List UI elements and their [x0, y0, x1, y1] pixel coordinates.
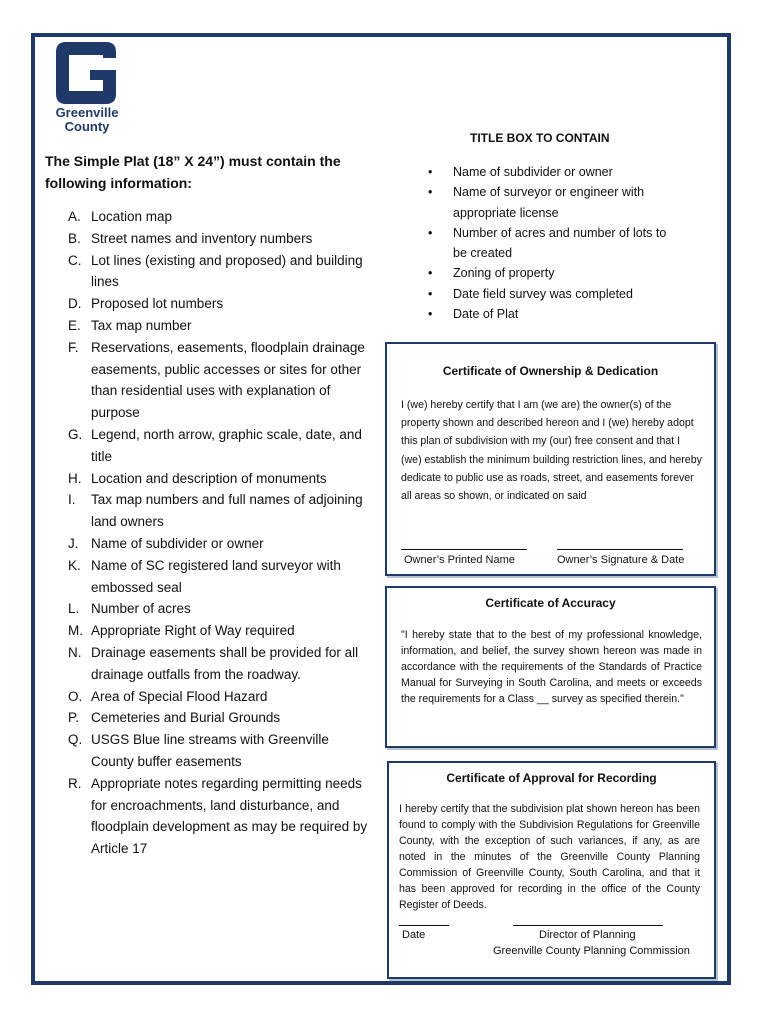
requirement-text: Name of subdivider or owner — [91, 535, 264, 551]
title-box-item — [428, 263, 678, 283]
certificate-approval-title: Certificate of Approval for Recording — [446, 771, 657, 785]
requirement-text: Cemeteries and Burial Grounds — [91, 710, 281, 726]
planning-commission-label: Greenville County Planning Commission — [493, 945, 690, 957]
requirement-text: Drainage easements shall be provided for all drainage outfalls from the roadway. — [91, 644, 359, 682]
requirement-text: Legend, north arrow, graphic scale, date, and title — [91, 426, 362, 464]
requirement-text: Location and description of monuments — [91, 470, 327, 486]
requirement-letter: E. — [68, 317, 81, 333]
certificate-ownership-dedication — [385, 342, 716, 576]
certificate-approval-body: I hereby certify that the subdivision plat shown hereon has been found to comply with the Subdivision Regulations for Greenville County, with the exception of such variances, if any, as are noted in the minutes of the Greenville County Planning Commission of Greenville County, South Carolina, and that it has been approved for recording in the office of the County Register of Deeds. — [399, 803, 700, 911]
title-box-item-text: Number of acres and number of lots to be created — [453, 225, 667, 261]
requirement-item — [45, 293, 370, 315]
requirement-text: Reservations, easements, floodplain drainage easements, public accesses or sites for other than residential uses with explanation of purpose — [91, 339, 365, 421]
bullet-icon: • — [428, 307, 433, 322]
requirements-heading: The Simple Plat (18” X 24”) must contain the following information: — [45, 153, 341, 191]
requirement-item — [45, 773, 370, 860]
requirement-item — [45, 598, 370, 620]
requirement-text: Area of Special Flood Hazard — [91, 688, 268, 704]
requirement-letter: O. — [68, 688, 83, 704]
requirement-item — [45, 729, 370, 773]
requirement-item — [45, 206, 370, 228]
certificate-approval-recording — [387, 761, 716, 979]
requirement-text: Tax map numbers and full names of adjoining land owners — [91, 492, 363, 530]
requirement-letter: M. — [68, 623, 83, 639]
requirement-item — [45, 424, 370, 468]
certificate-accuracy-body: "I hereby state that to the best of my professional knowledge, information, and belief, the survey shown hereon was made in accordance with the requirements of the Standards of Practice Manual for Surveying in South Carolina, and meets or exceeds the requirements for a Class __ survey as specified therein." — [401, 629, 702, 705]
requirement-letter: H. — [68, 470, 82, 486]
requirement-item — [45, 468, 370, 490]
requirements-list — [45, 206, 370, 860]
title-box-list — [428, 162, 678, 324]
requirement-letter: C. — [68, 252, 82, 268]
requirement-text: Street names and inventory numbers — [91, 230, 313, 246]
requirement-item — [45, 533, 370, 555]
title-box-item-text: Date of Plat — [453, 307, 519, 322]
owner-printed-name-label: Owner’s Printed Name — [404, 554, 515, 566]
certificate-ownership-body: I (we) hereby certify that I am (we are) the owner(s) of the property shown and described hereon and I (we) hereby adopt this plan of subdivision with my (our) free consent and that I (we) establish the minimum building restriction lines, and hereby dedicate to public use as roads, street, and easements forever all areas so shown, or indicated on said — [401, 399, 702, 503]
requirement-text: Number of acres — [91, 601, 191, 617]
owner-signature-line — [557, 549, 683, 550]
bullet-icon: • — [428, 185, 433, 200]
bullet-icon: • — [428, 225, 433, 240]
requirement-text: Appropriate Right of Way required — [91, 623, 295, 639]
owner-printed-name-line — [401, 549, 527, 550]
requirement-text: Name of SC registered land surveyor with embossed seal — [91, 557, 341, 595]
title-box-item — [428, 284, 678, 304]
requirement-letter: I. — [68, 492, 76, 508]
requirement-item — [45, 686, 370, 708]
requirement-letter: F. — [68, 339, 79, 355]
bullet-icon: • — [428, 266, 433, 281]
title-box-item — [428, 162, 678, 182]
bullet-icon: • — [428, 165, 433, 179]
requirement-letter: K. — [68, 557, 81, 573]
owner-signature-label: Owner’s Signature & Date — [557, 554, 685, 566]
title-box-item-text: Zoning of property — [453, 266, 555, 281]
requirement-letter: Q. — [68, 732, 83, 748]
requirement-item — [45, 642, 370, 686]
requirement-letter: N. — [68, 644, 82, 660]
logo-text-line1: Greenville — [55, 105, 119, 120]
county-g-logo-icon — [56, 42, 116, 104]
requirement-letter: G. — [68, 426, 83, 442]
certificate-accuracy-title: Certificate of Accuracy — [485, 596, 616, 610]
title-box-heading: TITLE BOX TO CONTAIN — [470, 131, 610, 145]
greenville-county-logo — [44, 42, 134, 142]
requirement-item — [45, 555, 370, 599]
requirement-letter: P. — [68, 710, 80, 726]
approval-date-line — [399, 925, 449, 926]
director-signature-line — [513, 925, 663, 926]
requirement-text: Proposed lot numbers — [91, 296, 224, 312]
bullet-icon: • — [428, 286, 433, 301]
requirement-letter: D. — [68, 296, 82, 312]
requirement-item — [45, 337, 370, 424]
requirement-item — [45, 228, 370, 250]
requirement-letter: B. — [68, 230, 81, 246]
requirement-text: Lot lines (existing and proposed) and building lines — [91, 252, 363, 290]
title-box-item — [428, 223, 678, 264]
requirement-item — [45, 707, 370, 729]
certificate-ownership-title: Certificate of Ownership & Dedication — [442, 364, 659, 378]
title-box-item-text: Date field survey was completed — [453, 286, 633, 301]
logo-text-line2: County — [64, 119, 110, 134]
approval-date-label: Date — [402, 929, 426, 941]
requirement-letter: J. — [68, 535, 79, 551]
requirement-item — [45, 620, 370, 642]
requirement-text: USGS Blue line streams with Greenville County buffer easements — [91, 732, 329, 769]
requirement-letter: R. — [68, 775, 82, 791]
certificate-accuracy — [385, 586, 716, 748]
director-of-planning-label: Director of Planning — [539, 929, 636, 941]
requirement-item — [45, 489, 370, 533]
requirement-letter: A. — [68, 209, 81, 224]
requirement-text: Appropriate notes regarding permitting needs for encroachments, land disturbance, and floodplain development as may be required by Article 17 — [91, 775, 368, 857]
title-box-item-text: Name of subdivider or owner — [453, 165, 613, 179]
title-box-item — [428, 182, 678, 223]
requirement-text: Tax map number — [91, 317, 192, 333]
requirement-letter: L. — [68, 601, 80, 617]
requirement-item — [45, 250, 370, 294]
requirement-item — [45, 315, 370, 337]
requirement-text: Location map — [91, 209, 173, 224]
title-box-item-text: Name of surveyor or engineer with appropriate license — [453, 185, 645, 220]
title-box-item — [428, 304, 678, 324]
